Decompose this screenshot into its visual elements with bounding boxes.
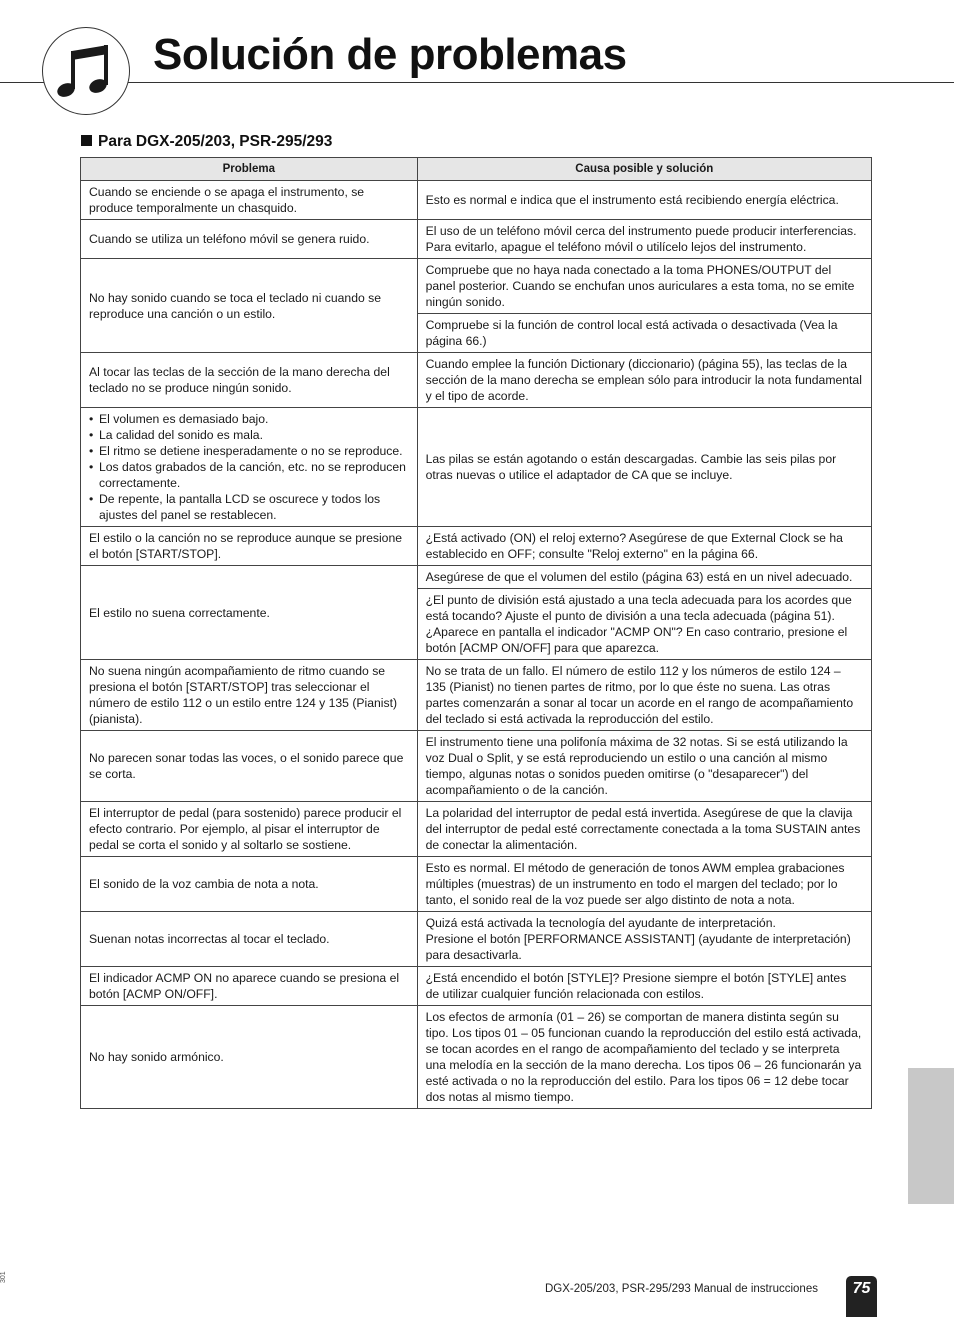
cause-text: Quizá está activada la tecnología del ayudante de interpretación. Presione el botón [PERFORMANCE ASSISTANT] (ayudante de interpretación) para desactivarla. — [425, 916, 851, 962]
table-row — [81, 967, 872, 1006]
square-bullet-icon — [81, 135, 92, 146]
table-row — [81, 1006, 872, 1109]
footer-manual-title: DGX-205/203, PSR-295/293 Manual de instrucciones — [545, 1283, 818, 1295]
table-row — [81, 353, 872, 408]
problem-cell — [81, 660, 418, 731]
table-row — [81, 259, 872, 314]
cause-text: Asegúrese de que el volumen del estilo (página 63) está en un nivel adecuado. — [425, 570, 853, 584]
problem-cell — [81, 181, 418, 220]
cause-cell — [417, 181, 871, 220]
problem-cell — [81, 566, 418, 660]
problem-list-item: • El ritmo se detiene inesperadamente o no se reproduce. — [99, 443, 409, 459]
table-row — [81, 566, 872, 589]
table-row — [81, 731, 872, 802]
cause-cell — [417, 353, 871, 408]
table-row — [81, 527, 872, 566]
table-row — [81, 408, 872, 527]
problem-text: El estilo no suena correctamente. — [89, 605, 270, 620]
problem-cell — [81, 912, 418, 967]
troubleshooting-table — [80, 157, 872, 1109]
cause-text: Esto es normal. El método de generación de tonos AWM emplea grabaciones múltiples (muestras) de un instrumento en todo el margen del teclado; por lo tanto, el sonido real de la voz puede ser algo distinto de nota a nota. — [425, 861, 845, 907]
cause-cell — [417, 660, 871, 731]
cause-cell — [417, 527, 871, 566]
cause-cell — [417, 589, 871, 660]
problem-cell — [81, 408, 418, 527]
table-row — [81, 912, 872, 967]
cause-cell — [417, 912, 871, 967]
cause-cell — [417, 259, 871, 314]
problem-cell — [81, 731, 418, 802]
cause-text: ¿Está activado (ON) el reloj externo? Asegúrese de que External Clock se ha establecido en OFF; consulte "Reloj externo" en la página 66. — [425, 531, 843, 561]
table-row — [81, 802, 872, 857]
problem-text: No hay sonido armónico. — [89, 1050, 224, 1064]
problem-text: Al tocar las teclas de la sección de la mano derecha del teclado no se produce ningún sonido. — [89, 365, 390, 395]
table-row — [81, 660, 872, 731]
cause-text: La polaridad del interruptor de pedal está invertida. Asegúrese de que la clavija del interruptor de pedal esté correctamente conectada a la toma SUSTAIN antes de conectar la alimentación. — [425, 806, 861, 852]
section-heading — [81, 133, 332, 151]
header-rule — [0, 82, 954, 83]
cause-cell — [417, 967, 871, 1006]
cause-text: Compruebe que no haya nada conectado a la toma PHONES/OUTPUT del panel posterior. Cuando se enchufan unos auriculares a esta toma, no se emite ningún sonido. — [425, 263, 855, 309]
problem-cell — [81, 802, 418, 857]
problem-cell — [81, 857, 418, 912]
section-heading-text: Para DGX-205/203, PSR-295/293 — [98, 133, 333, 150]
cause-text: Esto es normal e indica que el instrumento está recibiendo energía eléctrica. — [425, 193, 839, 207]
problem-list-item: • De repente, la pantalla LCD se oscurece y todos los ajustes del panel se restablecen. — [99, 491, 409, 523]
problem-list-item: • Los datos grabados de la canción, etc. no se reproducen correctamente. — [99, 459, 409, 491]
page-title: Solución de problemas — [153, 30, 627, 79]
side-code: 301 — [0, 1271, 7, 1283]
cause-cell — [417, 314, 871, 353]
problem-cell — [81, 259, 418, 353]
side-tab — [908, 1068, 954, 1204]
cause-text: No se trata de un fallo. El número de estilo 112 y los números de estilo 124 – 135 (Pianist) no tienen partes de ritmo, por lo que éste no suena. Las otras partes comenzarán a sonar al tocar un acorde en el rango de acompañamiento del teclado si está activada la reproducción del estilo. — [425, 664, 854, 726]
problem-list-item: • La calidad del sonido es mala. — [99, 427, 409, 443]
table-row — [81, 220, 872, 259]
music-note-icon — [42, 27, 130, 115]
problem-text: Suenan notas incorrectas al tocar el teclado. — [89, 932, 330, 946]
problem-cell — [81, 220, 418, 259]
problem-text: El indicador ACMP ON no aparece cuando se presiona el botón [ACMP ON/OFF]. — [89, 971, 400, 1001]
problem-list-item: • El volumen es demasiado bajo. — [99, 411, 409, 427]
cause-cell — [417, 566, 871, 589]
cause-cell — [417, 408, 871, 527]
header-cause: Causa posible y solución — [417, 158, 871, 181]
problem-text: Cuando se utiliza un teléfono móvil se genera ruido. — [89, 232, 370, 246]
header-problem: Problema — [81, 158, 418, 181]
table-header-row — [81, 158, 872, 181]
problem-text: No parecen sonar todas las voces, o el sonido parece que se corta. — [89, 751, 404, 781]
table-body — [81, 181, 872, 1109]
problem-cell — [81, 353, 418, 408]
problem-text: El estilo o la canción no se reproduce aunque se presione el botón [START/STOP]. — [89, 531, 403, 561]
cause-text: Los efectos de armonía (01 – 26) se comportan de manera distinta según su tipo. Los tipos 01 – 05 funcionan cuando la reproducción del estilo está activada, se tocan acordes en el rango de acompañamiento del teclado y se interpreta una melodía en la sección de la mano derecha. Los tipos 06 – 26 funcionarán ya esté activada o no la reproducción del estilo. Para los tipos 06 = 12 debe tocar dos notas al mismo tiempo. — [425, 1010, 862, 1104]
cause-text: El uso de un teléfono móvil cerca del instrumento puede producir interferencias. Para evitarlo, apague el teléfono móvil o utilícelo lejos del instrumento. — [425, 224, 857, 254]
cause-text: ¿Está encendido el botón [STYLE]? Presione siempre el botón [STYLE] antes de utilizar cualquier función relacionada con estilos. — [425, 971, 847, 1001]
problem-text: No hay sonido cuando se toca el teclado ni cuando se reproduce una canción o un estilo. — [89, 290, 382, 321]
page-number: 75 — [846, 1276, 877, 1317]
cause-cell — [417, 802, 871, 857]
problem-cell — [81, 1006, 418, 1109]
table-row — [81, 857, 872, 912]
problem-text: El sonido de la voz cambia de nota a nota. — [89, 877, 319, 891]
problem-text: Cuando se enciende o se apaga el instrumento, se produce temporalmente un chasquido. — [89, 185, 365, 215]
table-row — [81, 181, 872, 220]
problem-text: No suena ningún acompañamiento de ritmo cuando se presiona el botón [START/STOP] tras seleccionar el número de estilo 112 o un estilo entre 124 y 135 (Pianist) (pianista). — [89, 664, 398, 726]
cause-text: Compruebe si la función de control local está activada o desactivada (Vea la página 66.) — [425, 318, 838, 348]
cause-text: Cuando emplee la función Dictionary (diccionario) (página 55), las teclas de la sección de la mano derecha se emplean sólo para introducir la nota fundamental y el tipo de acorde. — [425, 357, 862, 403]
problem-cell — [81, 967, 418, 1006]
problem-list — [89, 411, 409, 523]
cause-text: Las pilas se están agotando o están descargadas. Cambie las seis pilas por otras nuevas o utilice el adaptador de CA que se incluye. — [425, 452, 837, 482]
cause-cell — [417, 220, 871, 259]
cause-cell — [417, 857, 871, 912]
cause-text: ¿El punto de división está ajustado a una tecla adecuada para los acordes que está tocando? Ajuste el punto de división a una tecla adecuada (página 51). ¿Aparece en pantalla el indicador "ACMP ON"? En caso contrario, presione el botón [ACMP ON/OFF] para que aparezca. — [425, 593, 852, 655]
problem-text: El interruptor de pedal (para sostenido) parece producir el efecto contrario. Por ejemplo, al pisar el interruptor de pedal se corta el sonido y al soltarlo se sostiene. — [89, 806, 402, 852]
problem-cell — [81, 527, 418, 566]
cause-text: El instrumento tiene una polifonía máxima de 32 notas. Si se está utilizando la voz Dual o Split, y se está reproduciendo un estilo o una canción al mismo tiempo, algunas notas o sonidos pueden omitirse (o "desaparecer") del acompañamiento o de la canción. — [425, 735, 848, 797]
cause-cell — [417, 1006, 871, 1109]
cause-cell — [417, 731, 871, 802]
